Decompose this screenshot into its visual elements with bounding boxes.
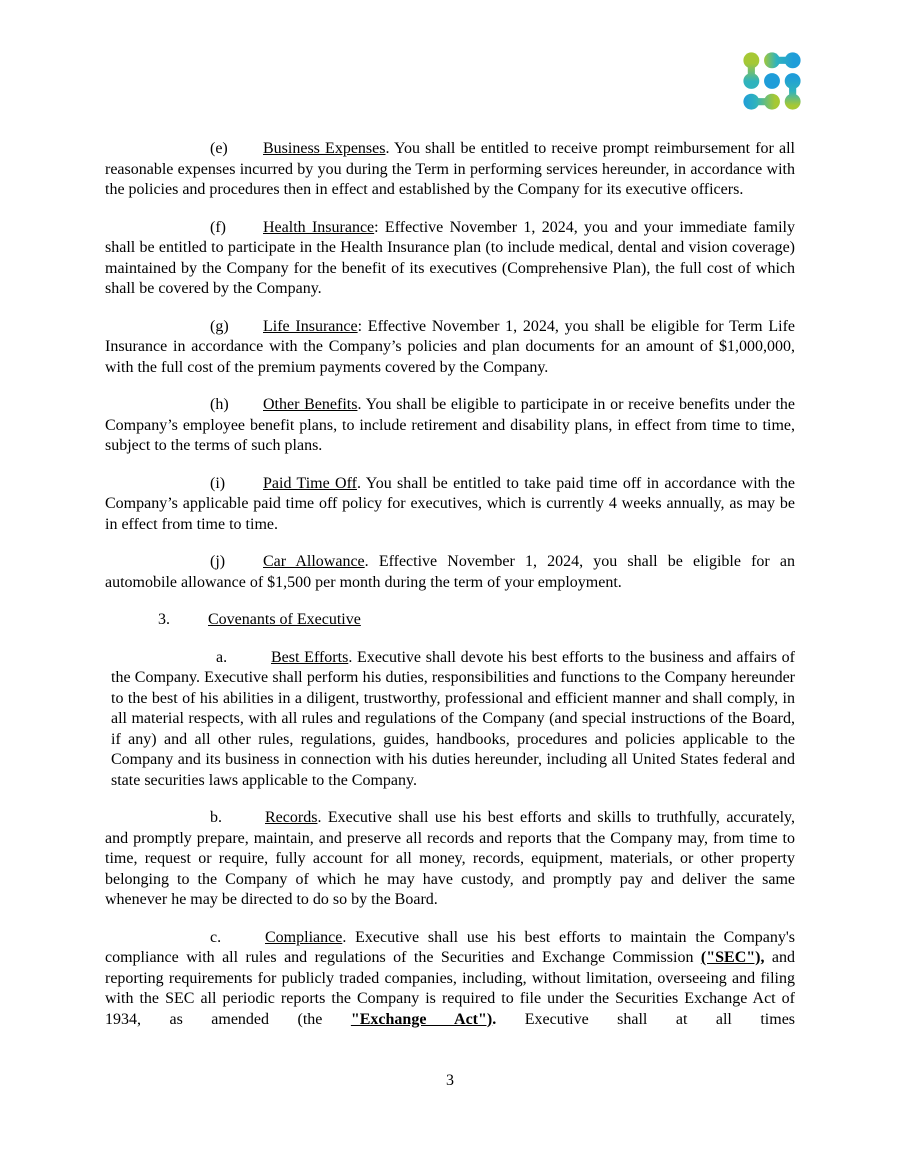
paragraph-heading: Paid Time Off — [263, 474, 357, 492]
paragraph-label: b. — [210, 809, 222, 826]
paragraph-g: (g) Life Insurance: Effective November 1, 2024, you shall be eligible for Term Life Insurance in accordance with the Company’s policies and plan documents for an amount of $1,000,000, with the full cost of the premium payments covered by the Company. — [105, 317, 796, 376]
defined-term: . — [492, 1010, 497, 1028]
paragraph-b: b. Records. Executive shall use his best efforts and skills to truthfully, accurately, and promptly prepare, maintain, and preserve all records and reports that the Company may, from time to time, request or require, fully account for all money, records, equipment, materials, or other property belonging to the Company of which he may have custody, and promptly pay and deliver the same whenever he may be directed to do so by the Board. — [105, 809, 796, 908]
page-number: 3 — [446, 1072, 454, 1089]
paragraph-label: (f) — [210, 218, 226, 236]
defined-term: "Exchange Act") — [350, 1010, 493, 1028]
document-body — [105, 0, 795, 1047]
paragraph-heading: Other Benefits — [263, 396, 358, 413]
paragraph-c: c. Compliance. Executive shall use his best efforts to maintain the Company's compliance with all rules and regulations of the Securities and Exchange Commission ("SEC"), and reporting requirements for publicly traded companies, including, without limitation, overseeing and filing with the SEC all periodic reports the Company is required to file under the Securities Exchange Act of 1934, as amended (the "Exchange Act"). Executive shall at all times — [105, 928, 796, 1028]
paragraph-label: (i) — [210, 474, 226, 492]
paragraph-heading: Covenants of Executive — [208, 611, 361, 628]
paragraph-heading: Compliance — [265, 928, 343, 946]
paragraph-e: (e) Business Expenses. You shall be entitled to receive prompt reimbursement for all reasonable expenses incurred by you during the Term in performing services hereunder, in accordance with the policies and procedures then in effect and established by the Company for its executive officers. — [105, 140, 795, 198]
paragraph-h: (h) Other Benefits. You shall be eligible to participate in or receive benefits under the Company’s employee benefit plans, to include retirement and disability plans, in effect from time to time, subject to the terms of such plans. — [105, 396, 796, 454]
paragraph-a: a. Best Efforts. Executive shall devote his best efforts to the business and affairs of the Company. Executive shall perform his duties, responsibilities and functions to the Company hereunder to the best of his abilities in a diligent, trustworthy, professional and efficient manner and shall comply, in all material respects, with all rules and regulations of the Company (and special instructions of the Board, if any) and all other rules, regulations, guides, handbooks, procedures and policies applicable to the Company and its business in connection with his duties hereunder, including all United States federal and state securities laws applicable to the Company. — [111, 648, 796, 789]
paragraph-label: (e) — [210, 140, 228, 157]
paragraph-heading: Health Insurance — [263, 218, 375, 236]
paragraph-heading: Records — [265, 809, 318, 826]
paragraph-i: (i) Paid Time Off. You shall be entitled to take paid time off in accordance with the Company’s applicable paid time off policy for executives, which is currently 4 weeks annually, as may be in effect from time to time. — [105, 474, 796, 533]
paragraph-heading: Business Expenses — [263, 140, 386, 157]
paragraph-label: 3. — [158, 611, 170, 628]
paragraph-label: c. — [210, 928, 222, 946]
paragraph-label: (g) — [210, 317, 229, 335]
paragraph-label: (h) — [210, 396, 229, 413]
paragraph-heading: Best Efforts — [271, 648, 349, 666]
paragraph-heading: Life Insurance — [263, 317, 358, 335]
paragraph-label: (j) — [210, 553, 226, 570]
paragraph-s3 — [105, 610, 795, 631]
paragraph-heading: Car Allowance — [263, 553, 365, 570]
paragraph-label: a. — [216, 648, 228, 666]
paragraph-f: (f) Health Insurance: Effective November 1, 2024, you and your immediate family shall be entitled to participate in the Health Insurance plan (to include medical, dental and vision coverage) maintained by the Company for the benefit of its executives (Comprehensive Plan), the full cost of which shall be covered by the Company. — [105, 218, 796, 297]
defined-term: ("SEC"), — [700, 949, 765, 966]
paragraph-j: (j) Car Allowance. Effective November 1, 2024, you shall be eligible for an automobile allowance of $1,500 per month during the term of your employment. — [105, 553, 795, 591]
